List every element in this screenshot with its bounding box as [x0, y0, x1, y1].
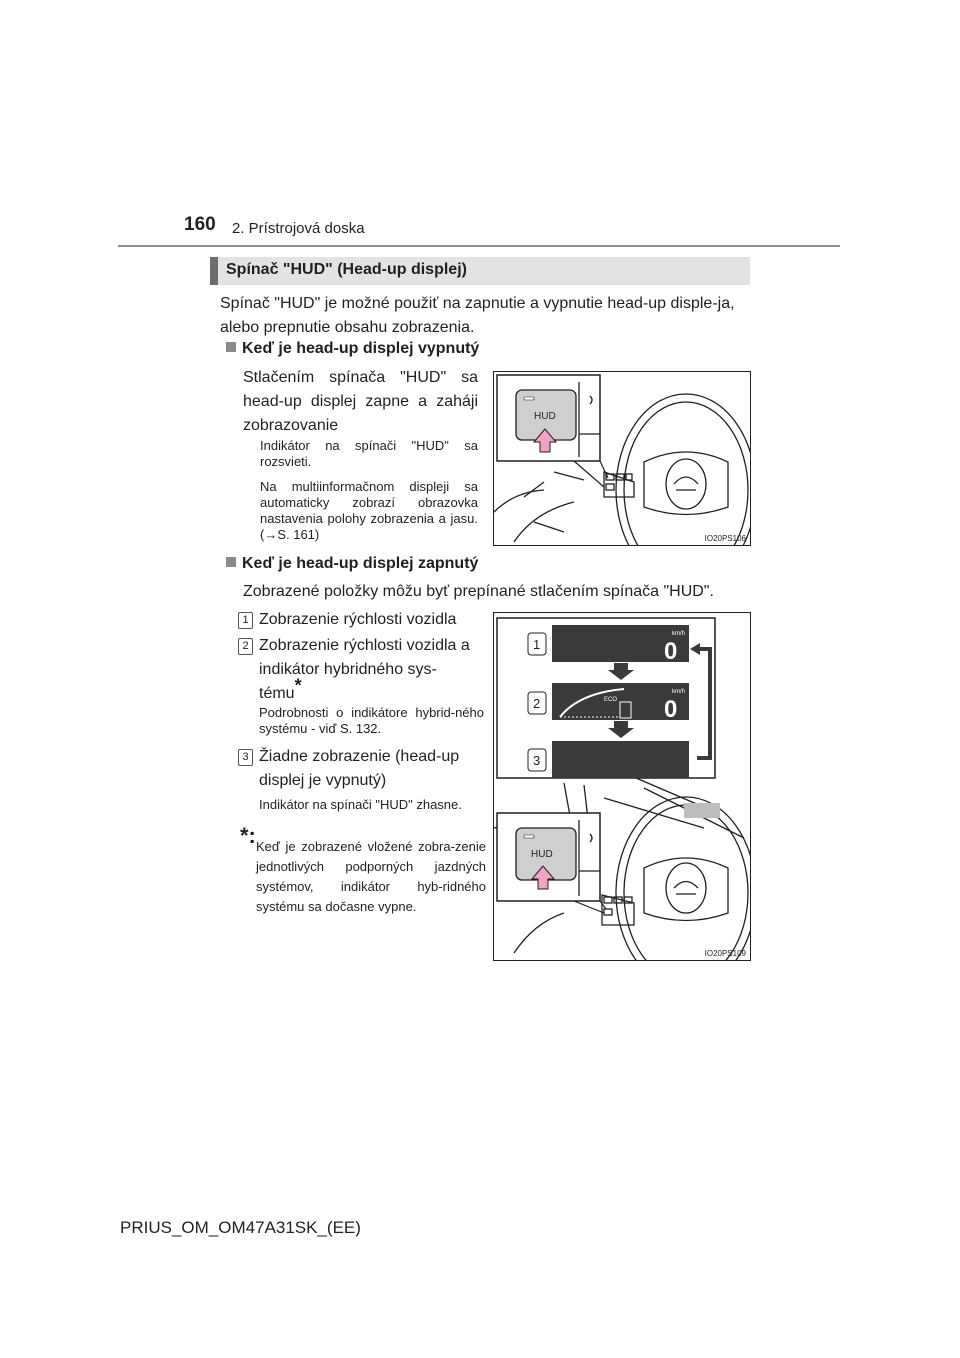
hud-modes-figure — [493, 612, 751, 961]
steering-wheel-illustration — [494, 372, 750, 545]
indicator-off-note: Indikátor na spínači "HUD" zhasne. — [259, 797, 462, 812]
bullet-square-icon — [226, 557, 236, 567]
on-instruction: Zobrazené položky môžu byť prepínané stlačením spínača "HUD". — [243, 583, 714, 600]
item-speed-hybrid-text: Zobrazenie rýchlosti vozidla a indikátor hybridného sys-tému — [259, 637, 470, 702]
subheading-on-text: Keď je head-up displej zapnutý — [242, 555, 479, 572]
mode-number-2 — [528, 692, 546, 714]
item-number: 2 — [238, 638, 253, 655]
section-heading-bar — [210, 257, 750, 285]
mode-number-3 — [528, 749, 546, 771]
footnote-text: Keď je zobrazené vložené zobra-zenie jednotlivých podporných jazdných systémov, indikátor hyb-ridného systému sa dočasne vypne. — [256, 839, 486, 914]
subheading-on — [226, 555, 478, 573]
svg-text:1: 1 — [533, 637, 541, 652]
speed-unit-1: km/h — [672, 631, 686, 637]
footnote-mark: *: — [240, 823, 256, 848]
svg-text:3: 3 — [533, 753, 541, 768]
footnote-star: * — [294, 675, 302, 696]
speed-value-2: 0 — [664, 696, 678, 723]
subheading-off-text: Keď je head-up displej vypnutý — [242, 340, 480, 357]
subheading-off — [226, 340, 479, 358]
header-divider — [118, 245, 840, 247]
document-id: PRIUS_OM_OM47A31SK_(EE) — [120, 1218, 361, 1237]
item-vehicle-speed: Zobrazenie rýchlosti vozidla — [259, 611, 457, 628]
section-accent — [210, 257, 218, 285]
hud-switch-figure — [493, 371, 751, 546]
item-no-display: Žiadne zobrazenie (head-up displej je vypnutý) — [259, 748, 460, 789]
chapter-title: 2. Prístrojová doska — [232, 220, 365, 237]
speed-value-1: 0 — [664, 638, 678, 665]
eco-label: ECO — [604, 697, 618, 703]
bullet-square-icon — [226, 342, 236, 352]
figure-code: IO20PS109 — [704, 949, 746, 958]
section-intro: Spínač "HUD" je možné použiť na zapnutie a vypnutie head-up disple-ja, alebo prepnutie obsahu zobrazenia. — [220, 295, 735, 336]
hud-modes-illustration — [494, 613, 750, 960]
off-instruction: Stlačením spínača "HUD" sa head-up displej zapne a zaháji zobrazovanie — [243, 369, 478, 434]
off-note-mid: Na multiinformačnom displeji sa automaticky zobrazí obrazovka nastavenia polohy zobrazenia a jasu. (→S. 161) — [260, 479, 478, 542]
hybrid-note: Podrobnosti o indikátore hybrid-ného systému - viď S. 132. — [259, 705, 484, 736]
page-number: 160 — [184, 214, 216, 235]
speed-unit-2: km/h — [672, 689, 686, 695]
off-note-indicator: Indikátor na spínači "HUD" sa rozsvieti. — [260, 438, 478, 469]
mode-number-1 — [528, 633, 546, 655]
item-number: 1 — [238, 612, 253, 629]
figure-code: IO20PS106 — [704, 534, 746, 543]
item-speed-hybrid — [259, 634, 474, 706]
svg-text:2: 2 — [533, 696, 541, 711]
item-number: 3 — [238, 749, 253, 766]
hud-button-label: HUD — [534, 411, 556, 422]
hud-button-label: HUD — [531, 849, 553, 860]
section-title: Spínač "HUD" (Head-up displej) — [226, 261, 467, 278]
